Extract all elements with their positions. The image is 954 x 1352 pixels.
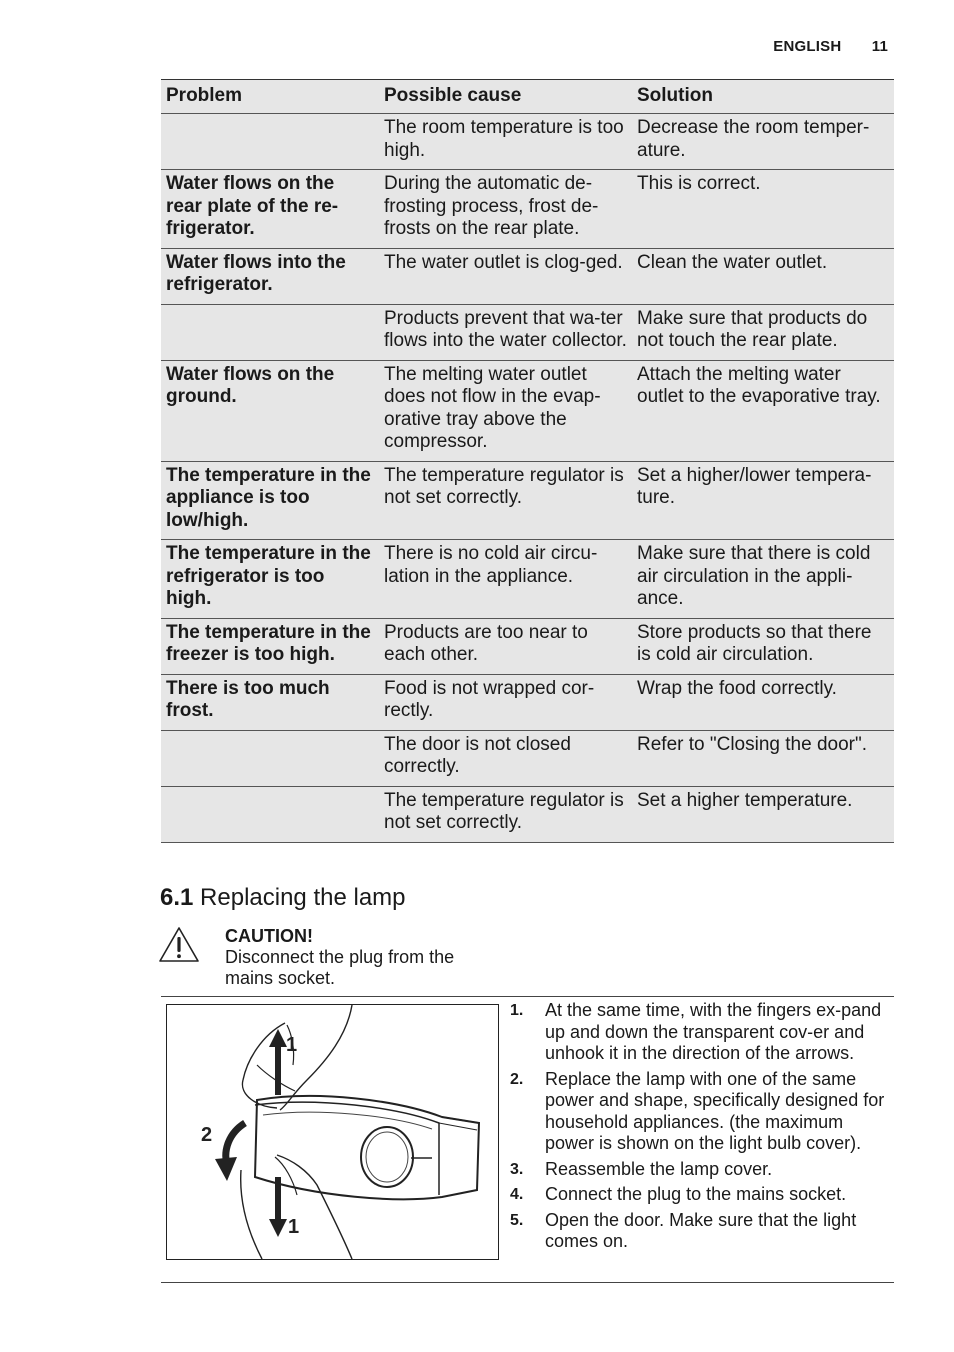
- problem-cell: The temperature in the freezer is too high.: [161, 618, 379, 674]
- lamp-cover-illustration: [167, 1005, 498, 1259]
- cause-cell: Food is not wrapped cor-rectly.: [379, 674, 632, 730]
- step-text: Replace the lamp with one of the same power and shape, specifically designed for household appliances. (the maximum power is shown on the light bulb cover).: [545, 1068, 885, 1153]
- section-number: 6.1: [160, 884, 194, 911]
- table-row: [161, 360, 894, 461]
- caution-text-line1: Disconnect the plug from the: [225, 947, 455, 967]
- solution-cell: Refer to "Closing the door".: [632, 730, 894, 786]
- step-number: 2.: [510, 1070, 524, 1088]
- solution-cell: Set a higher temperature.: [632, 786, 894, 842]
- section-heading: [160, 884, 406, 912]
- table-row: [161, 304, 894, 360]
- caution-title: CAUTION!: [225, 926, 313, 946]
- steps-list: [510, 1000, 894, 1257]
- table-row: [161, 461, 894, 540]
- problem-cell: [161, 730, 379, 786]
- page-header: [773, 38, 888, 55]
- problem-cell: The temperature in the appliance is too low/high.: [161, 461, 379, 540]
- page-number: 11: [871, 38, 888, 55]
- table-row: [161, 540, 894, 619]
- solution-cell: Attach the melting water outlet to the evaporative tray.: [632, 360, 894, 461]
- list-item: [510, 1184, 894, 1206]
- cause-cell: The water outlet is clog-ged.: [379, 248, 632, 304]
- step-number: 3.: [510, 1160, 524, 1178]
- column-header-cause: Possible cause: [379, 80, 632, 114]
- problem-cell: [161, 114, 379, 170]
- table-row: [161, 248, 894, 304]
- solution-cell: This is correct.: [632, 170, 894, 249]
- list-item: [510, 1210, 894, 1253]
- solution-cell: Wrap the food correctly.: [632, 674, 894, 730]
- solution-cell: Store products so that there is cold air circulation.: [632, 618, 894, 674]
- cause-cell: The door is not closed correctly.: [379, 730, 632, 786]
- figure-label-top: 1: [286, 1034, 298, 1056]
- section-divider-top: [161, 996, 894, 997]
- solution-cell: Make sure that there is cold air circulation in the appli-ance.: [632, 540, 894, 619]
- troubleshooting-table: [161, 79, 894, 843]
- list-item: [510, 1159, 894, 1181]
- problem-cell: Water flows on the ground.: [161, 360, 379, 461]
- problem-cell: Water flows into the refrigerator.: [161, 248, 379, 304]
- caution-text-line2: mains socket.: [225, 968, 336, 988]
- table-row: [161, 618, 894, 674]
- solution-cell: Make sure that products do not touch the rear plate.: [632, 304, 894, 360]
- problem-cell: Water flows on the rear plate of the re-frigerator.: [161, 170, 379, 249]
- cause-cell: The temperature regulator is not set correctly.: [379, 786, 632, 842]
- solution-cell: Decrease the room temper-ature.: [632, 114, 894, 170]
- step-text: Reassemble the lamp cover.: [545, 1158, 773, 1179]
- cause-cell: During the automatic de-frosting process, frost de-frosts on the rear plate.: [379, 170, 632, 249]
- list-item: [510, 1000, 894, 1065]
- cause-cell: Products are too near to each other.: [379, 618, 632, 674]
- table-row: [161, 786, 894, 842]
- table-row: [161, 730, 894, 786]
- table-row: [161, 170, 894, 249]
- step-text: Connect the plug to the mains socket.: [545, 1184, 847, 1204]
- column-header-solution: Solution: [632, 80, 894, 114]
- step-text: Open the door. Make sure that the light comes on.: [545, 1209, 857, 1251]
- step-number: 1.: [510, 1002, 524, 1019]
- lamp-replacement-figure: [166, 1004, 499, 1260]
- section-divider-bottom: [161, 1282, 894, 1283]
- section-title: Replacing the lamp: [200, 884, 406, 911]
- table-header-row: [161, 80, 894, 114]
- cause-cell: The temperature regulator is not set correctly.: [379, 461, 632, 540]
- problem-cell: [161, 304, 379, 360]
- problem-cell: The temperature in the refrigerator is too high.: [161, 540, 379, 619]
- caution-block: [225, 926, 454, 989]
- problem-cell: There is too much frost.: [161, 674, 379, 730]
- cause-cell: The melting water outlet does not flow in the evap-orative tray above the compressor.: [379, 360, 632, 461]
- step-number: 4.: [510, 1186, 524, 1203]
- solution-cell: Set a higher/lower tempera-ture.: [632, 461, 894, 540]
- step-text: At the same time, with the fingers ex-pand up and down the transparent cov-er and unhook it in the direction of the arrows.: [545, 1000, 882, 1063]
- list-item: [510, 1069, 894, 1155]
- warning-triangle-icon: [158, 926, 200, 964]
- solution-cell: Clean the water outlet.: [632, 248, 894, 304]
- cause-cell: There is no cold air circu-lation in the appliance.: [379, 540, 632, 619]
- cause-cell: The room temperature is too high.: [379, 114, 632, 170]
- figure-label-side: 2: [201, 1124, 213, 1146]
- column-header-problem: Problem: [161, 80, 379, 114]
- step-number: 5.: [510, 1211, 524, 1229]
- table-row: [161, 674, 894, 730]
- table-row: [161, 114, 894, 170]
- language-label: ENGLISH: [773, 38, 842, 55]
- figure-label-bottom: 1: [288, 1216, 300, 1238]
- cause-cell: Products prevent that wa-ter flows into the water collector.: [379, 304, 632, 360]
- problem-cell: [161, 786, 379, 842]
